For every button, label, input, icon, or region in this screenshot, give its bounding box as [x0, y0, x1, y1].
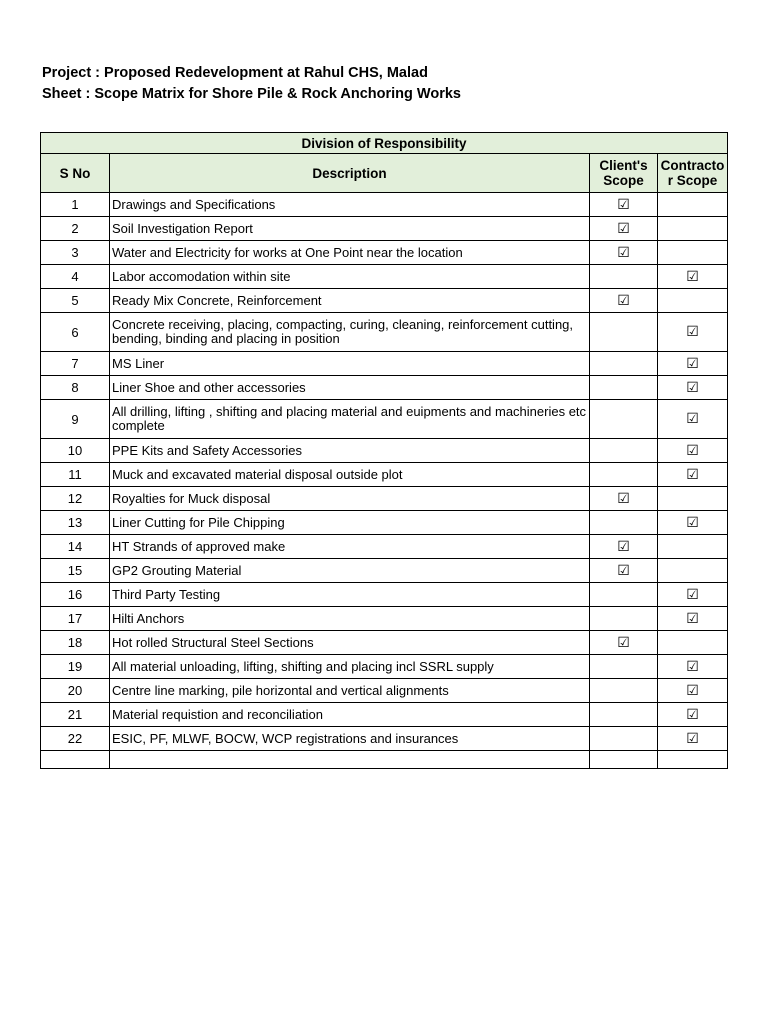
contractor-scope-cell	[658, 400, 728, 439]
checkbox-checked-icon: ☑	[617, 538, 630, 555]
row-description: Material requistion and reconciliation	[110, 703, 590, 727]
empty-cell	[658, 751, 728, 769]
contractor-scope-cell	[658, 535, 728, 559]
row-sno: 11	[41, 463, 110, 487]
client-scope-cell	[590, 631, 658, 655]
client-scope-column-header: Client's Scope	[590, 154, 658, 193]
row-description: PPE Kits and Safety Accessories	[110, 439, 590, 463]
checkbox-checked-icon: ☑	[686, 658, 699, 675]
client-scope-cell	[590, 463, 658, 487]
client-scope-cell	[590, 313, 658, 352]
checkbox-checked-icon: ☑	[617, 292, 630, 309]
checkbox-checked-icon: ☑	[686, 268, 699, 285]
table-row	[41, 727, 728, 751]
contractor-scope-column-header: Contractor Scope	[658, 154, 728, 193]
checkbox-checked-icon: ☑	[686, 730, 699, 747]
client-scope-cell	[590, 217, 658, 241]
contractor-scope-cell	[658, 511, 728, 535]
contractor-scope-cell	[658, 679, 728, 703]
checkbox-checked-icon: ☑	[617, 244, 630, 261]
contractor-scope-cell	[658, 583, 728, 607]
contractor-scope-cell	[658, 607, 728, 631]
client-scope-cell	[590, 583, 658, 607]
row-sno: 16	[41, 583, 110, 607]
client-scope-cell	[590, 352, 658, 376]
checkbox-checked-icon: ☑	[617, 220, 630, 237]
checkbox-checked-icon: ☑	[686, 706, 699, 723]
contractor-scope-cell	[658, 265, 728, 289]
checkbox-checked-icon: ☑	[686, 610, 699, 627]
row-description: Soil Investigation Report	[110, 217, 590, 241]
table-row	[41, 376, 728, 400]
table-row	[41, 583, 728, 607]
row-description: Hot rolled Structural Steel Sections	[110, 631, 590, 655]
table-row	[41, 439, 728, 463]
row-description: Royalties for Muck disposal	[110, 487, 590, 511]
row-description: ESIC, PF, MLWF, BOCW, WCP registrations and insurances	[110, 727, 590, 751]
row-description: Hilti Anchors	[110, 607, 590, 631]
row-sno: 8	[41, 376, 110, 400]
project-title: Project : Proposed Redevelopment at Rahul CHS, Malad	[42, 65, 428, 81]
row-description: Liner Cutting for Pile Chipping	[110, 511, 590, 535]
client-scope-cell	[590, 265, 658, 289]
row-description: MS Liner	[110, 352, 590, 376]
division-of-responsibility-header: Division of Responsibility	[41, 133, 728, 154]
empty-row	[41, 751, 728, 769]
contractor-scope-cell	[658, 631, 728, 655]
row-sno: 18	[41, 631, 110, 655]
row-sno: 17	[41, 607, 110, 631]
table-row	[41, 289, 728, 313]
checkbox-checked-icon: ☑	[686, 355, 699, 372]
table-row	[41, 241, 728, 265]
row-description: HT Strands of approved make	[110, 535, 590, 559]
client-scope-cell	[590, 703, 658, 727]
client-scope-cell	[590, 655, 658, 679]
client-scope-cell	[590, 193, 658, 217]
sno-column-header: S No	[41, 154, 110, 193]
empty-cell	[110, 751, 590, 769]
row-sno: 13	[41, 511, 110, 535]
table-row	[41, 655, 728, 679]
checkbox-checked-icon: ☑	[686, 411, 699, 427]
row-description: Drawings and Specifications	[110, 193, 590, 217]
client-scope-cell	[590, 607, 658, 631]
contractor-scope-cell	[658, 217, 728, 241]
contractor-scope-cell	[658, 313, 728, 352]
row-sno: 9	[41, 400, 110, 439]
table-row	[41, 217, 728, 241]
row-sno: 20	[41, 679, 110, 703]
row-description: Water and Electricity for works at One Point near the location	[110, 241, 590, 265]
client-scope-cell	[590, 289, 658, 313]
contractor-scope-cell	[658, 241, 728, 265]
client-scope-cell	[590, 559, 658, 583]
row-description: Third Party Testing	[110, 583, 590, 607]
row-sno: 2	[41, 217, 110, 241]
contractor-scope-cell	[658, 727, 728, 751]
table-row	[41, 313, 728, 352]
contractor-scope-cell	[658, 439, 728, 463]
scope-matrix-body	[41, 193, 728, 769]
contractor-scope-cell	[658, 289, 728, 313]
client-scope-cell	[590, 535, 658, 559]
contractor-scope-cell	[658, 376, 728, 400]
row-sno: 21	[41, 703, 110, 727]
row-description: Muck and excavated material disposal outside plot	[110, 463, 590, 487]
checkbox-checked-icon: ☑	[686, 586, 699, 603]
row-description: All drilling, lifting , shifting and placing material and euipments and machineries etc complete	[110, 400, 590, 439]
contractor-scope-cell	[658, 559, 728, 583]
row-sno: 7	[41, 352, 110, 376]
client-scope-cell	[590, 439, 658, 463]
table-row	[41, 193, 728, 217]
row-sno: 14	[41, 535, 110, 559]
row-description: All material unloading, lifting, shifting and placing incl SSRL supply	[110, 655, 590, 679]
document-header	[42, 63, 461, 105]
row-description: Labor accomodation within site	[110, 265, 590, 289]
contractor-scope-cell	[658, 655, 728, 679]
checkbox-checked-icon: ☑	[617, 490, 630, 507]
table-row	[41, 400, 728, 439]
row-sno: 4	[41, 265, 110, 289]
client-scope-cell	[590, 679, 658, 703]
empty-cell	[41, 751, 110, 769]
table-row	[41, 265, 728, 289]
row-sno: 22	[41, 727, 110, 751]
table-row	[41, 463, 728, 487]
checkbox-checked-icon: ☑	[686, 442, 699, 459]
client-scope-cell	[590, 727, 658, 751]
table-row	[41, 679, 728, 703]
contractor-scope-cell	[658, 193, 728, 217]
contractor-scope-cell	[658, 487, 728, 511]
table-row	[41, 487, 728, 511]
checkbox-checked-icon: ☑	[617, 196, 630, 213]
contractor-scope-cell	[658, 352, 728, 376]
row-sno: 6	[41, 313, 110, 352]
checkbox-checked-icon: ☑	[617, 634, 630, 651]
row-description: Liner Shoe and other accessories	[110, 376, 590, 400]
client-scope-cell	[590, 241, 658, 265]
checkbox-checked-icon: ☑	[686, 682, 699, 699]
table-row	[41, 607, 728, 631]
client-scope-cell	[590, 376, 658, 400]
row-sno: 19	[41, 655, 110, 679]
checkbox-checked-icon: ☑	[686, 379, 699, 396]
checkbox-checked-icon: ☑	[617, 562, 630, 579]
table-row	[41, 631, 728, 655]
client-scope-cell	[590, 511, 658, 535]
row-sno: 10	[41, 439, 110, 463]
table-row	[41, 703, 728, 727]
row-description: Concrete receiving, placing, compacting, curing, cleaning, reinforcement cutting, bending, binding and placing in position	[110, 313, 590, 352]
empty-cell	[590, 751, 658, 769]
client-scope-cell	[590, 487, 658, 511]
scope-matrix-table	[40, 132, 728, 769]
row-sno: 1	[41, 193, 110, 217]
client-scope-cell	[590, 400, 658, 439]
row-sno: 12	[41, 487, 110, 511]
row-sno: 3	[41, 241, 110, 265]
checkbox-checked-icon: ☑	[686, 324, 699, 340]
row-sno: 5	[41, 289, 110, 313]
checkbox-checked-icon: ☑	[686, 514, 699, 531]
contractor-scope-cell	[658, 463, 728, 487]
table-row	[41, 352, 728, 376]
table-row	[41, 535, 728, 559]
contractor-scope-cell	[658, 703, 728, 727]
description-column-header: Description	[110, 154, 590, 193]
row-description: GP2 Grouting Material	[110, 559, 590, 583]
row-description: Ready Mix Concrete, Reinforcement	[110, 289, 590, 313]
row-sno: 15	[41, 559, 110, 583]
table-row	[41, 511, 728, 535]
sheet-title: Sheet : Scope Matrix for Shore Pile & Rock Anchoring Works	[42, 86, 461, 102]
table-row	[41, 559, 728, 583]
checkbox-checked-icon: ☑	[686, 466, 699, 483]
row-description: Centre line marking, pile horizontal and vertical alignments	[110, 679, 590, 703]
